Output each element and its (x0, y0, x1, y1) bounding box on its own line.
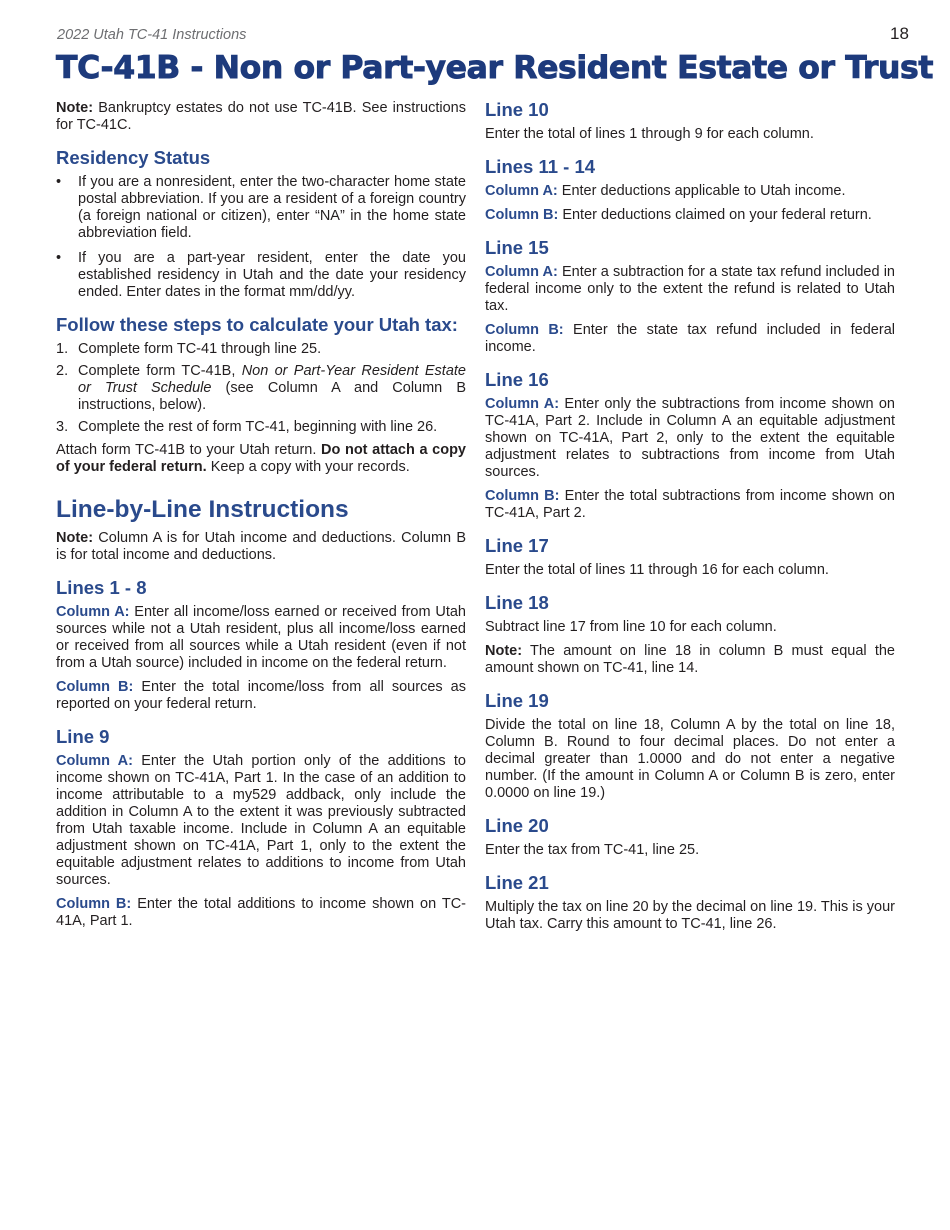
line-20-heading: Line 20 (485, 815, 549, 836)
column-a-text: Enter only the subtractions from income shown on TC-41A, Part 2. Include in Column A an equitable adjustment shown on TC-41A, Part 2, only to the extent the equitable adjustment relates to subtractions from income from Utah sources. (485, 396, 895, 480)
lines-11-14-heading: Lines 11 - 14 (485, 156, 596, 177)
step-text: Complete the rest of form TC-41, beginning with line 26. (78, 419, 438, 435)
line-9-column-b (56, 896, 466, 930)
column-b-label: Column B: (485, 488, 560, 504)
line-19-heading: Line 19 (485, 690, 549, 711)
line-18-text: Subtract line 17 from line 10 for each column. (485, 619, 777, 635)
right-column (485, 100, 895, 940)
page-title: TC-41B - Non or Part-year Resident Estate or Trust (56, 50, 934, 86)
line-16-heading: Line 16 (485, 369, 549, 390)
column-a-text: Enter the Utah portion only of the additions to income shown on TC-41A, Part 1. In the case of an addition to income attributable to a my529 addback, only include the addition in Column A to the extent it was previously subtracted from Utah taxable income. Include in Column A an equitable adjustment shown on TC-41A, Part 1, only to the extent the equitable adjustment relates to additions to income from Utah sources. (56, 753, 466, 888)
line-by-line-heading: Line-by-Line Instructions (56, 496, 349, 523)
attach-text: Keep a copy with your records. (206, 459, 410, 475)
step-number: 2. (56, 363, 69, 379)
note-text: The amount on line 18 in column B must equal the amount shown on TC-41, line 14. (485, 643, 895, 676)
line-19-text: Divide the total on line 18, Column A by the total on line 18, Column B. Round to four decimal places. Do not enter a decimal greater than 1.0000 and do not enter a negative number. (If the amount in Column A or Column B is zero, enter 0.0000 on line 19.) (485, 717, 895, 801)
list-item (56, 363, 466, 414)
note-label: Note: (56, 100, 94, 116)
list-item (56, 250, 466, 301)
bullet-icon: • (56, 174, 62, 190)
column-b-label: Column B: (56, 679, 134, 695)
step-number: 3. (56, 419, 69, 435)
column-a-label: Column A: (485, 264, 558, 280)
column-a-label: Column A: (485, 396, 560, 412)
note-label: Note: (56, 530, 94, 546)
line-9-column-a (56, 753, 466, 889)
line-21-heading: Line 21 (485, 872, 549, 893)
step-text: Complete form TC-41B, (78, 363, 242, 379)
bullet-icon: • (56, 250, 62, 266)
list-item-text: If you are a nonresident, enter the two-character home state postal abbreviation. If you are a resident of a foreign country (a foreign national or citizen), enter “NA” in the home state abbreviation field. (78, 174, 466, 241)
list-item (56, 341, 466, 358)
line-10-text: Enter the total of lines 1 through 9 for each column. (485, 126, 814, 142)
steps-heading: Follow these steps to calculate your Utah tax: (56, 314, 458, 335)
line-9-heading: Line 9 (56, 726, 110, 747)
line-16-column-b (485, 488, 895, 522)
lines-1-8-heading: Lines 1 - 8 (56, 577, 147, 598)
line-18-heading: Line 18 (485, 592, 549, 613)
steps-list (56, 341, 466, 436)
attach-instructions (56, 442, 466, 476)
column-b-text: Enter deductions claimed on your federal return. (558, 207, 872, 223)
step-text: (see Column A and Column B instructions, below). (78, 380, 466, 413)
line-15-column-a (485, 264, 895, 315)
list-item-text: If you are a part-year resident, enter the date you established residency in Utah and the date your residency ended. Enter dates in the format mm/dd/yy. (78, 250, 466, 300)
lines-1-8-column-b (56, 679, 466, 713)
column-b-text: Enter the total additions to income shown on TC-41A, Part 1. (56, 896, 466, 929)
line-21-text: Multiply the tax on line 20 by the decimal on line 19. This is your Utah tax. Carry this amount to TC-41, line 26. (485, 899, 895, 932)
attach-warning: Do not attach a copy of your federal return. (56, 442, 466, 475)
column-b-label: Column B: (485, 207, 559, 223)
left-column (56, 100, 466, 937)
column-a-label: Column A: (56, 753, 133, 769)
column-b-text: Enter the state tax refund included in federal income. (485, 322, 895, 355)
residency-list (56, 174, 466, 301)
columns-note (56, 530, 466, 564)
lines-11-14-column-b (485, 207, 895, 224)
attach-text: Attach form TC-41B to your Utah return. (56, 442, 322, 458)
line-15-heading: Line 15 (485, 237, 549, 258)
lines-11-14-column-a (485, 183, 895, 200)
column-b-text: Enter the total income/loss from all sources as reported on your federal return. (56, 679, 466, 712)
column-a-label: Column A: (485, 183, 558, 199)
bankruptcy-note (56, 100, 466, 134)
lines-1-8-column-a (56, 604, 466, 672)
line-18-note (485, 643, 895, 677)
running-header: 2022 Utah TC-41 Instructions (57, 27, 247, 43)
line-15-column-b (485, 322, 895, 356)
column-a-label: Column A: (56, 604, 130, 620)
column-b-text: Enter the total subtractions from income shown on TC-41A, Part 2. (485, 488, 895, 521)
column-b-label: Column B: (485, 322, 564, 338)
list-item (56, 419, 466, 436)
note-label: Note: (485, 643, 523, 659)
list-item (56, 174, 466, 242)
line-17-text: Enter the total of lines 11 through 16 for each column. (485, 562, 829, 578)
residency-status-heading: Residency Status (56, 147, 211, 168)
column-a-text: Enter deductions applicable to Utah income. (557, 183, 846, 199)
step-number: 1. (56, 341, 69, 357)
line-17-heading: Line 17 (485, 535, 549, 556)
line-20-text: Enter the tax from TC-41, line 25. (485, 842, 700, 858)
column-a-text: Enter a subtraction for a state tax refund included in federal income only to the extent the refund is related to Utah tax. (485, 264, 895, 314)
page-number: 18 (890, 24, 909, 43)
note-text: Bankruptcy estates do not use TC-41B. See instructions for TC-41C. (56, 100, 466, 133)
note-text: Column A is for Utah income and deductions. Column B is for total income and deductions. (56, 530, 466, 563)
column-a-text: Enter all income/loss earned or received from Utah sources while not a Utah resident, plus all income/loss earned or received from all sources while a Utah resident (even if not from a Utah source) included in income on the federal return. (56, 604, 466, 671)
column-b-label: Column B: (56, 896, 132, 912)
schedule-name: Non or Part-Year Resident Estate or Trust Schedule (78, 363, 466, 396)
line-16-column-a (485, 396, 895, 481)
line-10-heading: Line 10 (485, 99, 549, 120)
step-text: Complete form TC-41 through line 25. (78, 341, 322, 357)
